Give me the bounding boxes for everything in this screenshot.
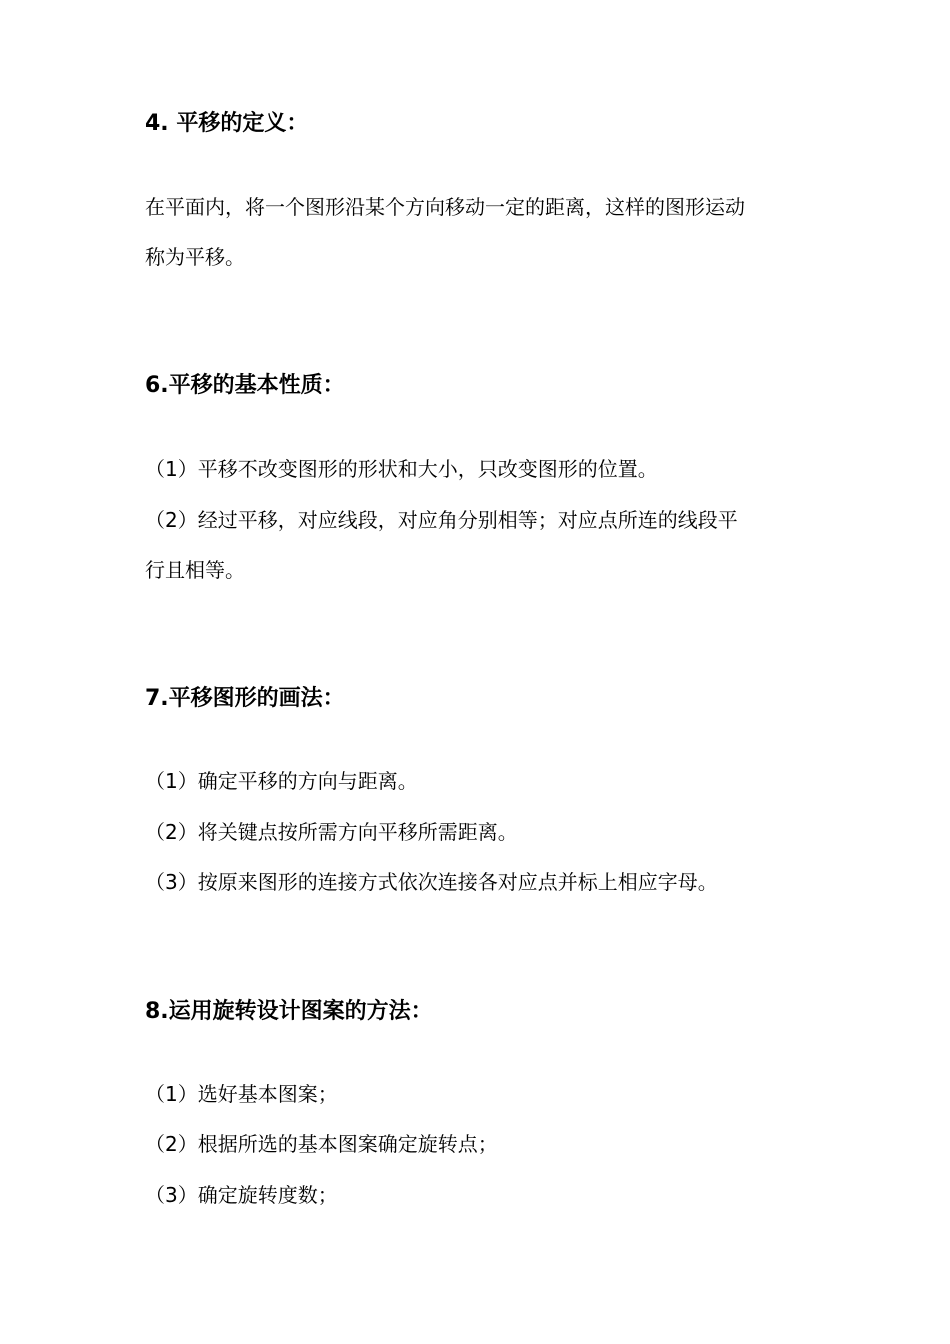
section-heading-translation-definition: 4. 平移的定义： bbox=[145, 111, 309, 136]
list-item: （3）按原来图形的连接方式依次连接各对应点并标上相应字母。 bbox=[145, 870, 718, 894]
list-item: （1）确定平移的方向与距离。 bbox=[145, 769, 418, 793]
list-item: （2）经过平移，对应线段，对应角分别相等；对应点所连的线段平 bbox=[145, 508, 738, 532]
list-item: （2）根据所选的基本图案确定旋转点； bbox=[145, 1132, 498, 1156]
paragraph-line: 称为平移。 bbox=[145, 245, 245, 269]
section-heading-translation-properties: 6.平移的基本性质： bbox=[145, 373, 345, 398]
section-heading-rotation-design: 8.运用旋转设计图案的方法： bbox=[145, 999, 433, 1024]
list-item: （1）平移不改变图形的形状和大小，只改变图形的位置。 bbox=[145, 457, 658, 481]
section-heading-translation-drawing: 7.平移图形的画法： bbox=[145, 686, 345, 711]
list-item-continuation: 行且相等。 bbox=[145, 558, 245, 582]
list-item: （1）选好基本图案； bbox=[145, 1082, 338, 1106]
list-item: （2）将关键点按所需方向平移所需距离。 bbox=[145, 820, 518, 844]
list-item: （3）确定旋转度数； bbox=[145, 1183, 338, 1207]
paragraph-line: 在平面内，将一个图形沿某个方向移动一定的距离，这样的图形运动 bbox=[145, 195, 745, 219]
